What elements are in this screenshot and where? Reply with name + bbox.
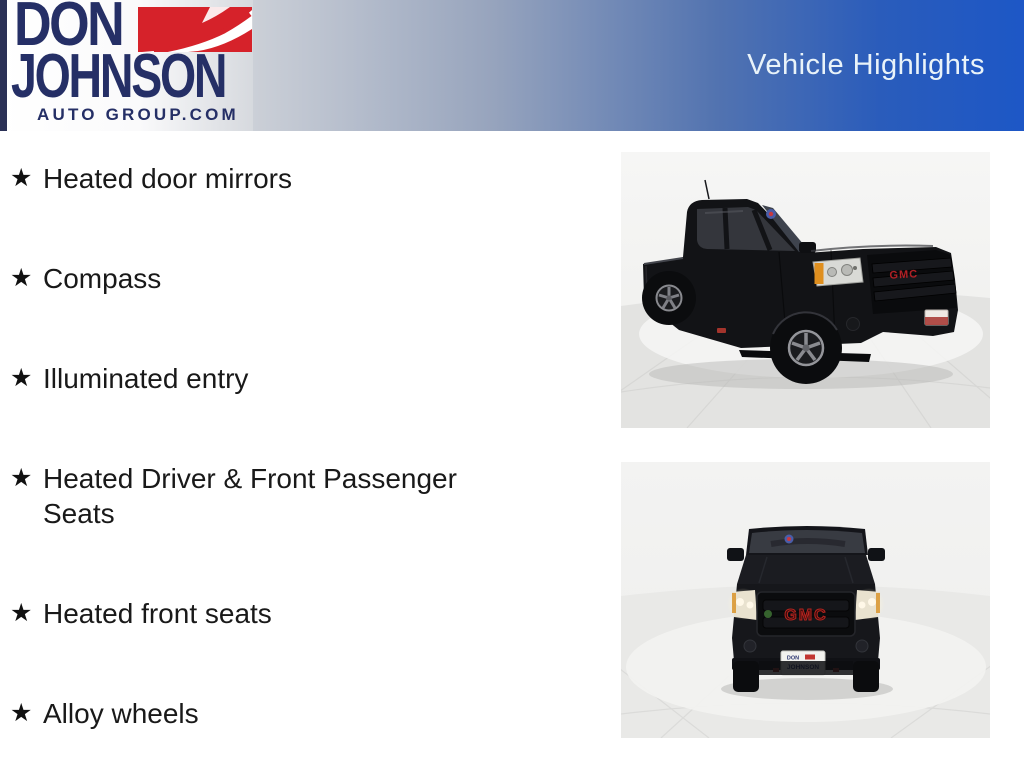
truck-front-quarter-svg	[621, 152, 990, 428]
left-headlight	[727, 588, 759, 620]
header-band	[0, 0, 1024, 131]
grille	[757, 592, 855, 636]
grille-gmc-badge: GMC	[784, 607, 828, 624]
star-bullet-icon: ★	[10, 264, 33, 292]
feature-item-illuminated-entry	[10, 361, 523, 396]
feature-label: Illuminated entry	[43, 363, 249, 394]
feature-item-heated-driver-passenger-seats	[10, 461, 523, 531]
vehicle-photo-front-quarter	[621, 152, 990, 428]
feature-label: Compass	[43, 263, 162, 294]
front-plate	[925, 310, 948, 325]
vehicle-photo-front	[621, 462, 990, 738]
truck-front	[727, 526, 885, 692]
star-bullet-icon: ★	[10, 599, 33, 627]
left-mirror	[727, 548, 744, 561]
feature-item-heated-door-mirrors	[10, 161, 523, 196]
plate-line1: DON	[786, 655, 800, 662]
right-front-tire	[853, 661, 879, 692]
star-bullet-icon: ★	[10, 699, 33, 727]
feature-label: Heated door mirrors	[43, 163, 292, 194]
grille	[867, 250, 957, 314]
feature-label: Alloy wheels	[43, 698, 199, 729]
truck-front-svg	[621, 462, 990, 738]
headlight	[813, 258, 863, 286]
page-title: Vehicle Highlights	[747, 49, 985, 81]
logo-word-johnson: JOHNSON	[11, 42, 226, 111]
front-wheel	[770, 312, 842, 384]
fog-light	[847, 318, 860, 331]
star-bullet-icon: ★	[10, 464, 33, 492]
logo-left-bar	[0, 0, 7, 131]
feature-label: Heated Driver & Front Passenger Seats	[43, 463, 457, 529]
star-bullet-icon: ★	[10, 164, 33, 192]
dealer-logo	[0, 0, 253, 131]
right-headlight	[853, 588, 885, 620]
door-badge	[717, 328, 726, 333]
right-fog-light	[856, 640, 868, 652]
star-bullet-icon: ★	[10, 364, 33, 392]
feature-item-alloy-wheels	[10, 696, 523, 731]
feature-item-compass	[10, 261, 523, 296]
logo-word-don: DON	[14, 0, 123, 59]
left-front-tire	[733, 661, 759, 692]
logo-tagline: AUTO GROUP.COM	[37, 105, 239, 124]
right-mirror	[868, 548, 885, 561]
feature-item-heated-front-seats	[10, 596, 523, 631]
hood	[737, 555, 875, 584]
feature-label: Heated front seats	[43, 598, 272, 629]
rear-wheel	[642, 271, 696, 325]
feature-list	[10, 161, 550, 768]
grille-gmc-badge: GMC	[889, 268, 919, 282]
left-fog-light	[744, 640, 756, 652]
